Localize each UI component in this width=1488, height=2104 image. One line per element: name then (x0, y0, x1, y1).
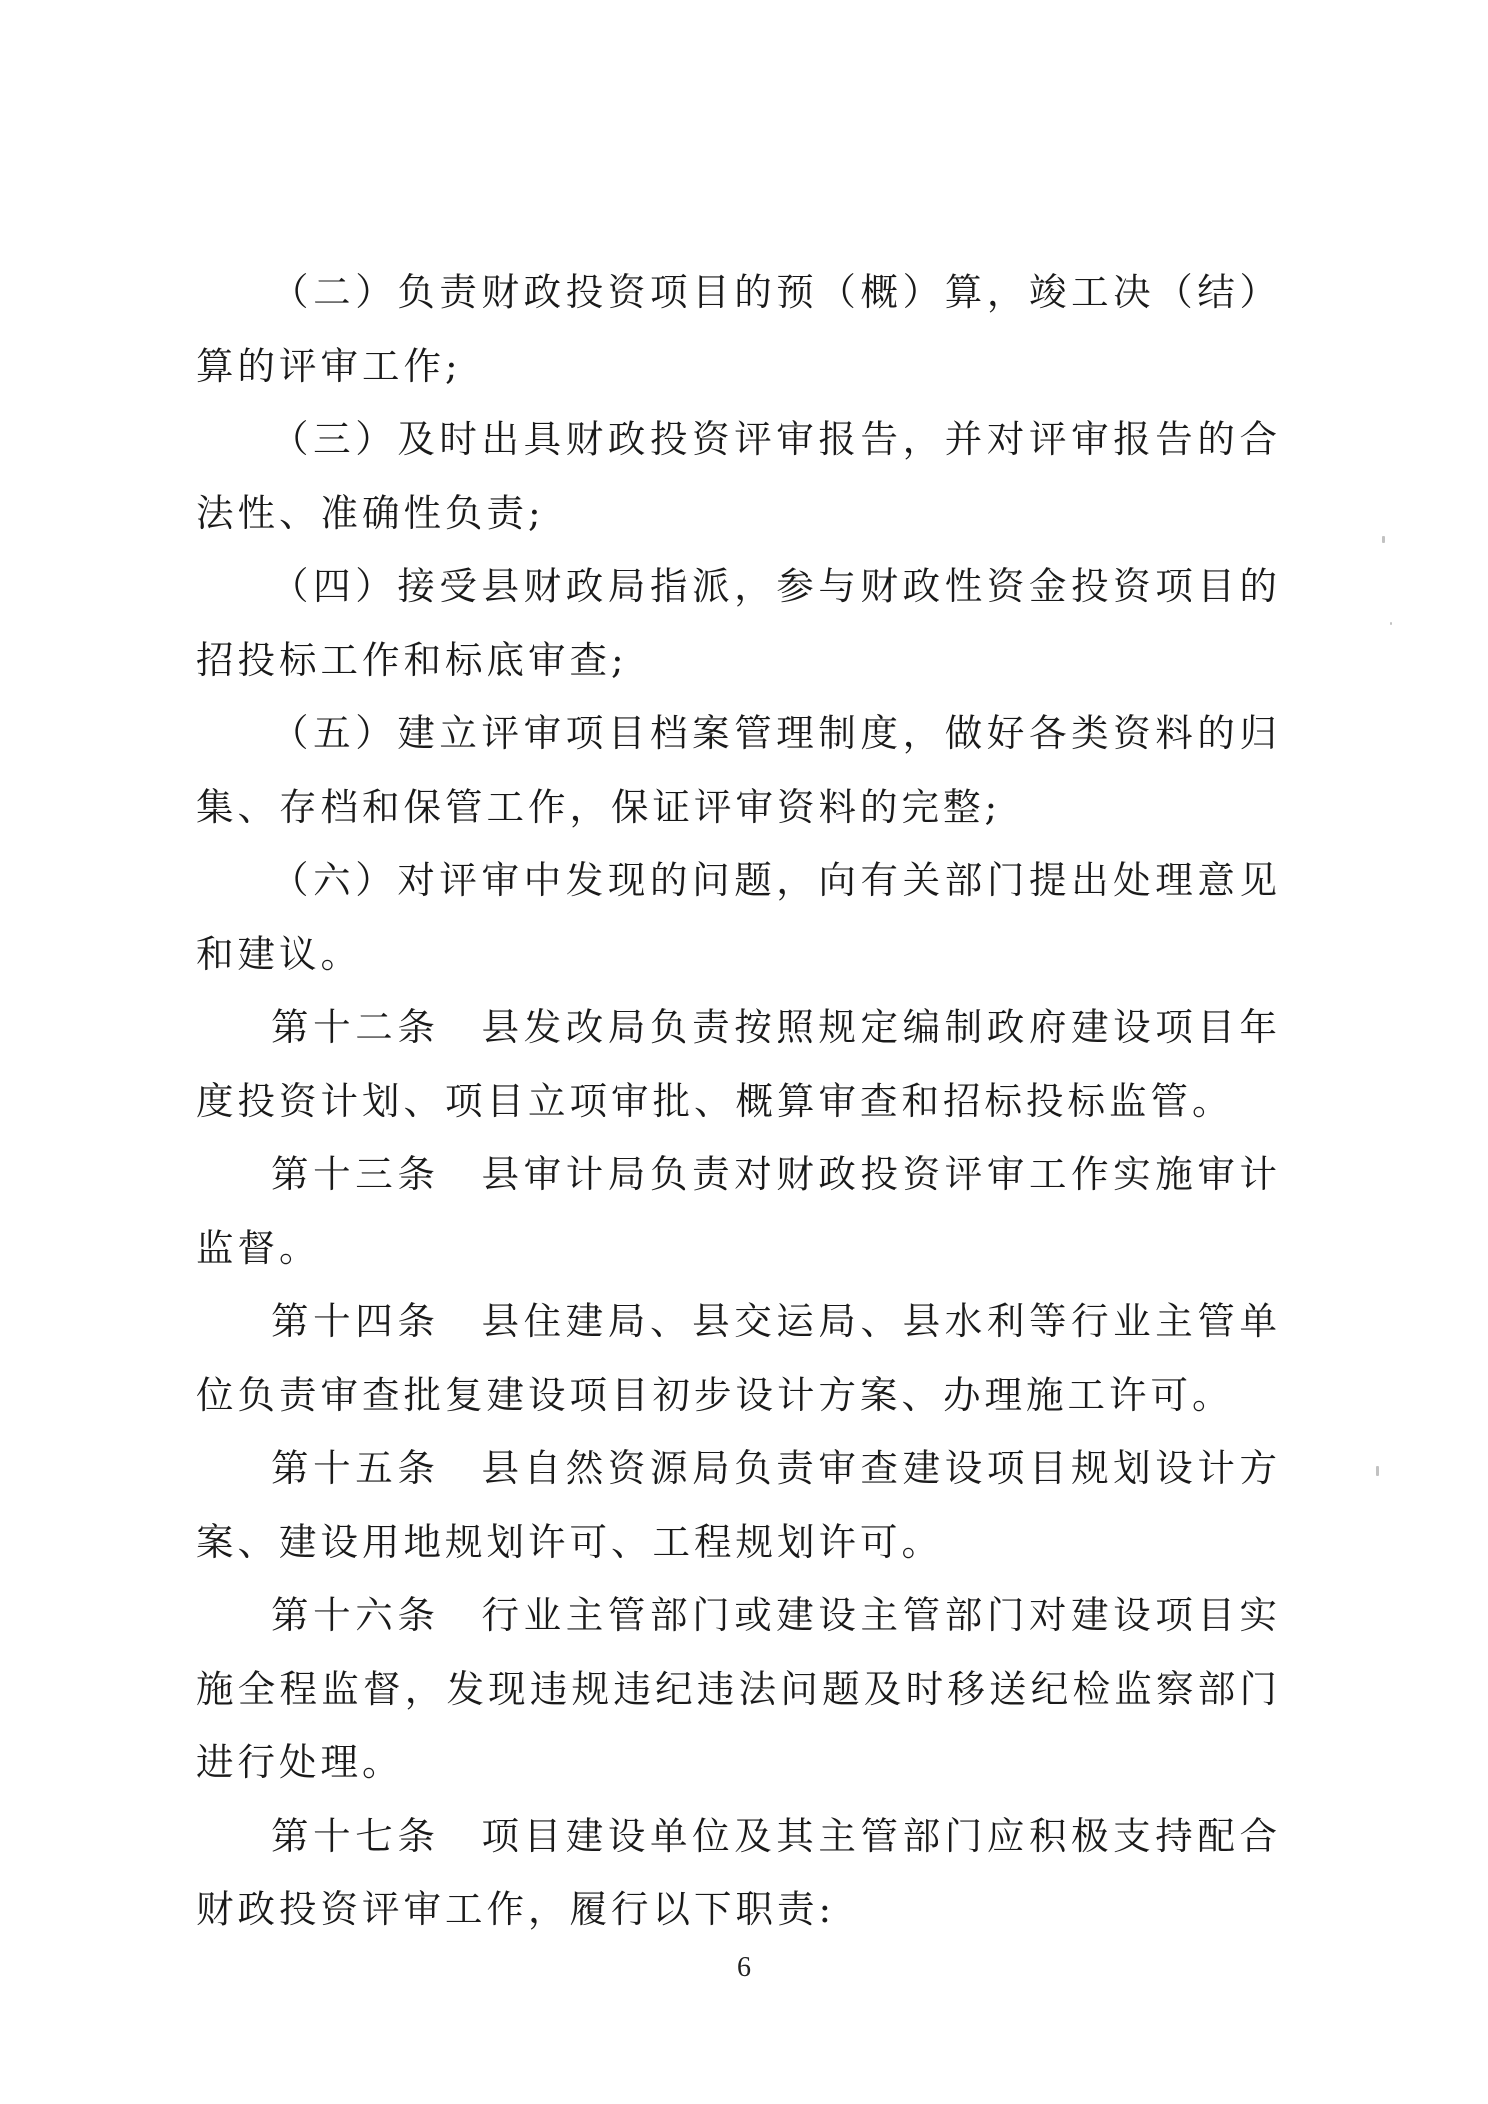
article-12: 第十二条 县发改局负责按照规定编制政府建设项目年度投资计划、项目立项审批、概算审查和招标投标监管。 (196, 1005, 1281, 1123)
paragraph-item-6: （六）对评审中发现的问题，向有关部门提出处理意见和建议。 (196, 858, 1281, 976)
scan-speck (1390, 622, 1392, 625)
paragraph-item-2: （二）负责财政投资项目的预（概）算，竣工决（结）算的评审工作; (196, 270, 1281, 388)
article-17: 第十七条 项目建设单位及其主管部门应积极支持配合财政投资评审工作，履行以下职责: (196, 1813, 1281, 1931)
paragraph-item-3: （三）及时出具财政投资评审报告，并对评审报告的合法性、准确性负责; (196, 417, 1281, 535)
page-number: 6 (737, 1952, 751, 1983)
article-14: 第十四条 县住建局、县交运局、县水利等行业主管单位负责审查批复建设项目初步设计方案、办理施工许可。 (196, 1299, 1281, 1417)
scan-speck (1382, 536, 1385, 543)
article-15: 第十五条 县自然资源局负责审查建设项目规划设计方案、建设用地规划许可、工程规划许可。 (196, 1446, 1281, 1564)
article-16: 第十六条 行业主管部门或建设主管部门对建设项目实施全程监督，发现违规违纪违法问题及时移送纪检监察部门进行处理。 (196, 1593, 1281, 1784)
paragraph-item-4: （四）接受县财政局指派，参与财政性资金投资项目的招投标工作和标底审查; (196, 564, 1281, 682)
paragraph-item-5: （五）建立评审项目档案管理制度，做好各类资料的归集、存档和保管工作，保证评审资料的完整; (196, 711, 1281, 829)
document-body (196, 256, 1281, 1947)
article-13: 第十三条 县审计局负责对财政投资评审工作实施审计监督。 (196, 1152, 1281, 1270)
scan-speck (1376, 1466, 1379, 1476)
